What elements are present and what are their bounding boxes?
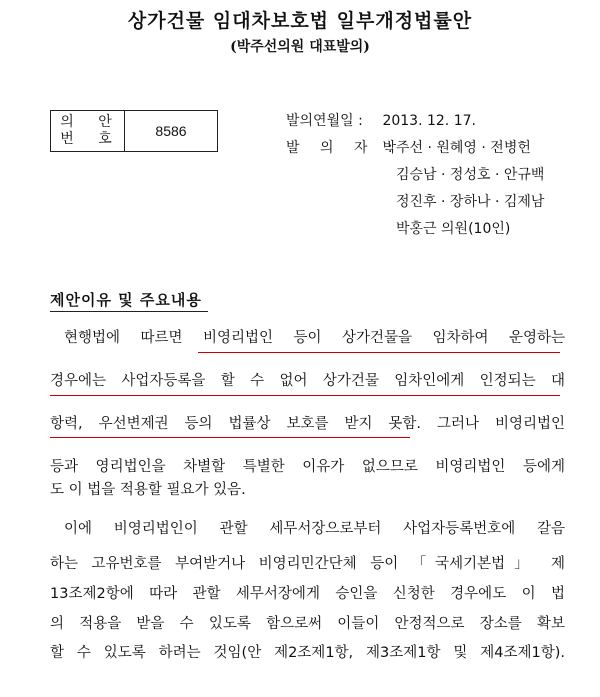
red-underline-3 (50, 437, 410, 438)
proposers-label: 발 의 자 : (286, 140, 401, 156)
body-line-1: 현행법에 따르면 비영리법인 등이 상가건물을 임차하여 운영하는 (64, 330, 565, 346)
bill-number-label-line2: 번 호 (60, 131, 122, 147)
body-line-2: 경우에는 사업자등록을 할 수 없어 상가건물 임차인에게 인정되는 대 (50, 373, 565, 389)
proposers-row (286, 135, 544, 162)
bill-meta (286, 108, 544, 243)
body-line-9: 의 적용을 받을 수 있도록 함으로써 이들이 안정적으로 장소를 확보 (50, 616, 565, 632)
bill-number-value: 8586 (125, 111, 218, 152)
body-line-5: 도 이 법을 적용할 필요가 있음. (50, 482, 246, 498)
red-underline-2 (50, 395, 560, 396)
proposal-date-row (286, 108, 544, 135)
red-underline-1 (198, 352, 560, 353)
document-title: 상가건물 임대차보호법 일부개정법률안 (127, 10, 473, 32)
bill-number-label (51, 111, 125, 152)
document-subtitle: (박주선의원 대표발의) (230, 39, 370, 55)
proposers-line-1: 박주선 · 원혜영 · 전병헌 (382, 140, 531, 156)
bill-number-box (50, 110, 218, 152)
body-line-6: 이에 비영리법인이 관할 세무서장으로부터 사업자등록번호에 갈음 (64, 521, 565, 537)
proposal-date-label: 발의연월일 : (286, 113, 363, 129)
body-line-4: 등과 영리법인을 차별할 특별한 이유가 없으므로 비영리법인 등에게 (50, 459, 565, 475)
proposers-line-2: 김승남 · 정성호 · 안규백 (396, 167, 545, 183)
section-heading-underline (50, 311, 208, 312)
proposers-line-4: 박홍근 의원(10인) (396, 221, 511, 237)
section-heading: 제안이유 및 주요내용 (50, 291, 202, 309)
bill-number-label-line1: 의 안 (60, 114, 122, 130)
body-line-8: 13조제2항에 따라 관할 세무서장에게 승인을 신청한 경우에도 이 법 (50, 586, 565, 602)
proposal-date: 2013. 12. 17. (382, 113, 476, 129)
body-line-10: 할 수 있도록 하려는 것임(안 제2조제1항, 제3조제1항 및 제4조제1항). (50, 645, 565, 661)
body-line-7: 하는 고유번호를 부여받거나 비영리민간단체 등이 「국세기본법」 제 (50, 556, 565, 572)
body-line-3: 항력, 우선변제권 등의 법률상 보호를 받지 못함. 그러나 비영리법인 (50, 416, 565, 432)
proposers-line-3: 정진후 · 장하나 · 김제남 (396, 194, 545, 210)
